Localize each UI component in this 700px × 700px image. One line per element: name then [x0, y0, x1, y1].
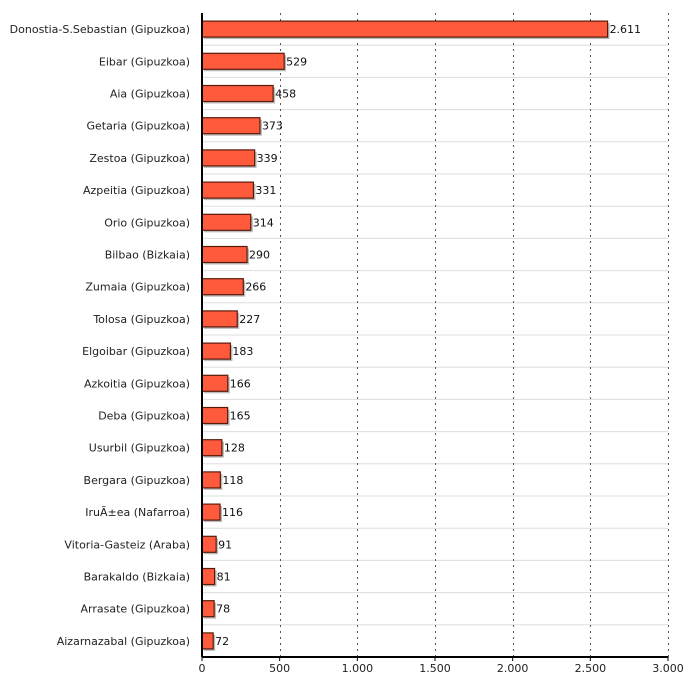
bar [202, 214, 251, 230]
bar [202, 569, 215, 585]
category-label: Vitoria-Gasteiz (Araba) [64, 538, 190, 552]
value-label: 331 [255, 184, 277, 198]
category-label: Azkoitia (Gipuzkoa) [83, 377, 190, 391]
value-label: 91 [218, 538, 233, 552]
value-label: 227 [239, 312, 261, 326]
value-label: 165 [229, 409, 251, 423]
bar [202, 150, 255, 166]
bar [202, 472, 220, 488]
category-label: Azpeitia (Gipuzkoa) [82, 184, 190, 198]
category-label: Eibar (Gipuzkoa) [98, 55, 190, 69]
bar [202, 601, 214, 617]
bar [202, 343, 230, 359]
value-label: 458 [275, 87, 297, 101]
bar [202, 408, 228, 424]
value-label: 81 [216, 570, 231, 584]
bar [202, 279, 243, 295]
value-label: 128 [223, 441, 245, 455]
x-axis-ticks [199, 657, 684, 675]
category-label: IruÃ±ea (Nafarroa) [85, 506, 190, 520]
category-label: Zestoa (Gipuzkoa) [89, 151, 190, 165]
value-label: 529 [286, 55, 308, 69]
category-label: Bergara (Gipuzkoa) [83, 473, 190, 487]
value-label: 116 [222, 506, 244, 520]
category-label: Bilbao (Bizkaia) [104, 248, 190, 262]
bar [202, 633, 213, 649]
x-tick-label: 3.000 [652, 662, 684, 675]
category-label: Tolosa (Gipuzkoa) [93, 312, 190, 326]
bar [202, 182, 253, 198]
category-labels [10, 23, 190, 648]
value-label: 339 [256, 151, 278, 165]
category-label: Aia (Gipuzkoa) [109, 87, 190, 101]
bar [202, 247, 247, 263]
value-labels [215, 23, 641, 648]
value-label: 266 [245, 280, 267, 294]
value-label: 183 [232, 345, 254, 359]
bar [202, 311, 237, 327]
category-label: Aizarnazabal (Gipuzkoa) [56, 634, 190, 648]
bar [202, 375, 228, 391]
category-label: Arrasate (Gipuzkoa) [80, 602, 190, 616]
category-label: Orio (Gipuzkoa) [104, 216, 190, 230]
x-tick-label: 1.500 [419, 662, 451, 675]
category-label: Elgoibar (Gipuzkoa) [82, 345, 190, 359]
value-label: 2.611 [609, 23, 642, 37]
category-label: Deba (Gipuzkoa) [98, 409, 190, 423]
bar [202, 86, 273, 102]
category-label: Getaria (Gipuzkoa) [86, 119, 190, 133]
bar [202, 21, 608, 37]
x-tick-label: 2.000 [496, 662, 529, 675]
x-tick-label: 2.500 [574, 662, 607, 675]
x-tick-label: 1.000 [341, 662, 374, 675]
x-tick-label: 500 [269, 662, 291, 675]
category-label: Zumaia (Gipuzkoa) [85, 280, 190, 294]
bar [202, 536, 216, 552]
value-label: 166 [229, 377, 251, 391]
category-label: Barakaldo (Bizkaia) [83, 570, 190, 584]
value-label: 78 [216, 602, 231, 616]
category-label: Donostia-S.Sebastian (Gipuzkoa) [9, 23, 190, 37]
bars [202, 21, 610, 651]
value-label: 118 [222, 473, 244, 487]
bar [202, 440, 222, 456]
x-tick-label: 0 [198, 662, 206, 675]
value-label: 72 [215, 634, 230, 648]
value-label: 290 [249, 248, 271, 262]
bar [202, 53, 284, 69]
bar [202, 504, 220, 520]
bar [202, 118, 260, 134]
category-label: Usurbil (Gipuzkoa) [88, 441, 190, 455]
value-label: 314 [252, 216, 274, 230]
value-label: 373 [261, 119, 283, 133]
